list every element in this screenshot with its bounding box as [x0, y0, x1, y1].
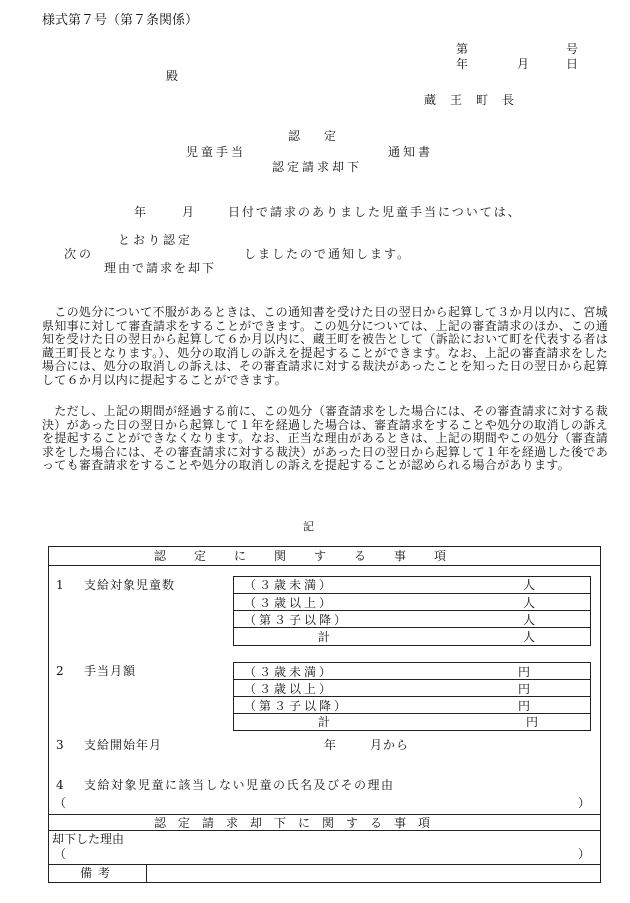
rejection-close-paren: ）: [578, 847, 591, 861]
appeal-paragraph-2: ただし、上記の期間が経過する前に、この処分（審査請求をした場合には、その審査請求に対する裁決）があった日の翌日から起算して１年を経過した場合は、審査請求をすることや処分の取消しの訴えを提起することができなくなります。なお、正当な理由があるときは、上記の期間やこの処分（審査請求をした場合には、その審査請求に対する裁決）があった日の翌日から起算して１年を経過した後であっても審査請求をすることや処分の取消しの訴えを提起することが認められる場合があります。: [42, 404, 608, 473]
item4-number: 4: [56, 778, 64, 792]
count-unit-under3: 人: [523, 578, 536, 592]
amount-label-third-child: （第３子以降）: [244, 699, 350, 713]
amount-unit-under3: 円: [518, 665, 531, 679]
item4-open-paren: （: [54, 796, 67, 810]
count-label-total: 計: [318, 630, 331, 644]
item3-year: 年: [324, 738, 337, 752]
amount-unit-total: 円: [526, 715, 539, 729]
count-label-under3: （３歳未満）: [244, 578, 335, 592]
section2-top-divider: [48, 814, 601, 815]
item4-close-paren: ）: [578, 796, 591, 810]
item2-number: 2: [56, 664, 64, 678]
title-left: 児童手当: [186, 145, 247, 159]
remarks-cell-divider: [146, 864, 147, 883]
doc-number-suffix: 号: [566, 42, 579, 56]
amount-label-under3: （３歳未満）: [244, 665, 335, 679]
item3-number: 3: [56, 738, 64, 752]
count-label-over3: （３歳以上）: [244, 596, 335, 610]
item3-label: 支給開始年月: [84, 738, 163, 752]
rejection-open-paren: （: [54, 847, 67, 861]
rejection-reason-label: 却下した理由: [52, 832, 125, 846]
item3-month: 月から: [370, 738, 410, 752]
count-unit-total: 人: [523, 630, 536, 644]
item4-label: 支給対象児童に該当しない児童の氏名及びその理由: [84, 778, 395, 792]
doc-number-prefix: 第: [456, 42, 469, 56]
amount-label-over3: （３歳以上）: [244, 682, 335, 696]
title-right: 通知書: [388, 145, 434, 159]
section1-divider: [48, 565, 601, 566]
intro-option-reject: 理由で請求を却下: [104, 261, 217, 275]
intro-prefix: 次の: [64, 247, 95, 261]
intro-sentence: 日付で請求のありました児童手当については、: [228, 205, 522, 219]
title-option-bottom: 認定請求却下: [272, 160, 363, 174]
item1-number: 1: [56, 578, 64, 592]
section2-header: 認定請求却下に関する事項: [154, 816, 443, 830]
issuer-name: 蔵王町長: [424, 93, 529, 107]
intro-month: 月: [182, 205, 195, 219]
section1-header: 認定に関する事項: [154, 549, 475, 563]
count-label-third-child: （第３子以降）: [244, 613, 350, 627]
date-year: 年: [456, 57, 469, 71]
appeal-paragraph-1: この処分について不服があるときは、この通知書を受けた日の翌日から起算して３か月以内に、宮城県知事に対して審査請求をすることができます。この処分については、上記の審査請求のほか、この通知を受けた日の翌日から起算して６か月以内に、蔵王町を被告として（訴訟において町を代表する者は蔵王町長となります。）、処分の取消しの訴えを提起することができます。なお、上記の審査請求をした場合には、処分の取消しの訴えは、その審査請求に対する裁決があったことを知った日の翌日から起算して６か月以内に提起することができます。: [42, 305, 608, 387]
intro-suffix: しましたので通知します。: [244, 247, 412, 261]
remarks-divider: [48, 864, 601, 865]
item1-label: 支給対象児童数: [84, 578, 176, 592]
count-unit-over3: 人: [523, 596, 536, 610]
title-option-top: 認定: [288, 129, 361, 143]
date-month: 月: [517, 57, 530, 71]
ki-marker: 記: [303, 520, 314, 533]
amount-unit-third-child: 円: [518, 699, 531, 713]
section2-divider: [48, 830, 601, 831]
count-unit-third-child: 人: [523, 613, 536, 627]
intro-option-approve: とおり認定: [118, 233, 194, 247]
date-day: 日: [566, 57, 579, 71]
intro-year: 年: [134, 205, 147, 219]
form-number: 様式第７号（第７条関係）: [42, 13, 199, 28]
remarks-label: 備考: [80, 866, 117, 880]
item2-label: 手当月額: [84, 664, 137, 678]
amount-unit-over3: 円: [518, 682, 531, 696]
addressee-honorific: 殿: [166, 69, 179, 83]
amount-label-total: 計: [318, 715, 331, 729]
